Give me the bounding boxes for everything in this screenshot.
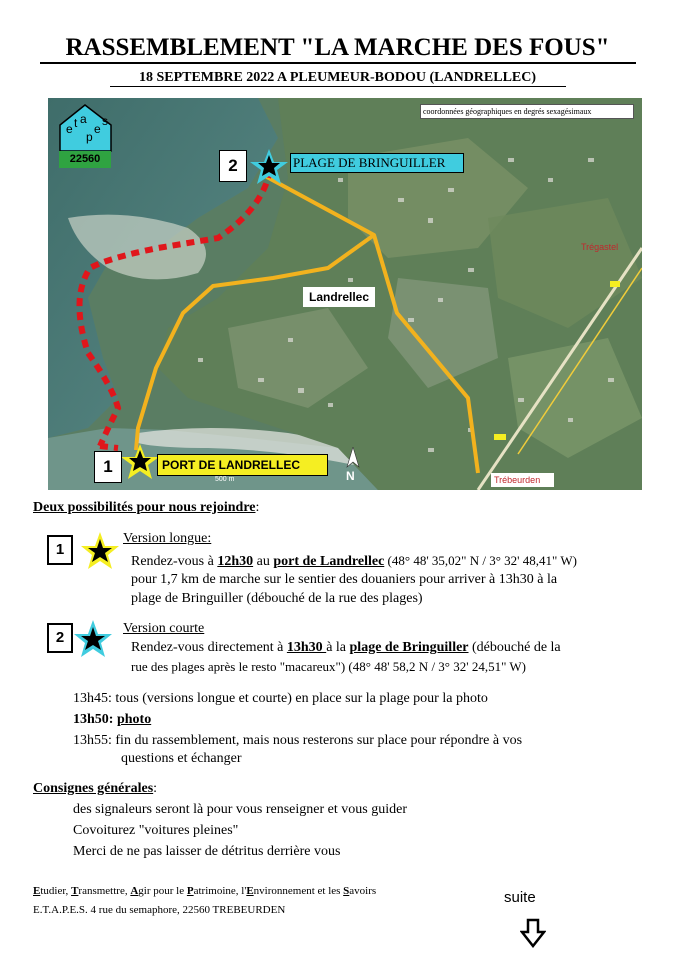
option2-line2: rue des plages après le resto "macareux") (48° 48' 58,2 N / 3° 32' 24,51" W)	[131, 659, 527, 674]
label-tregastel: Trégastel	[581, 242, 619, 252]
compass-north-icon	[346, 447, 360, 469]
option2-title: Version courte	[123, 621, 205, 636]
logo-postcode: 22560	[59, 151, 111, 168]
schedule-row: 13h55: fin du rassemblement, mais nous resterons sur place pour répondre à vos	[73, 733, 523, 748]
svg-text:a: a	[80, 112, 87, 126]
svg-text:t: t	[74, 116, 78, 130]
coords-note: coordonnées géographiques en degrés sexagésimaux	[420, 104, 634, 119]
schedule-row: 13h45: tous (versions longue et courte) en place sur la plage pour la photo	[73, 691, 488, 706]
suite-link[interactable]: suite	[504, 889, 536, 906]
svg-text:s: s	[102, 114, 108, 128]
label-landrellec: Landrellec	[303, 287, 375, 307]
star-icon	[80, 531, 120, 571]
star-icon	[73, 619, 113, 659]
consigne-item: Merci de ne pas laisser de détritus derrière vous	[73, 844, 341, 859]
option1-line3: plage de Bringuiller (débouché de la rue des plages)	[131, 591, 423, 606]
schedule-row: 13h50: photo	[73, 712, 152, 727]
consigne-item: des signaleurs seront là pour vous renseigner et vous guider	[73, 802, 407, 817]
svg-text:e: e	[66, 122, 73, 136]
scale-label: 500 m	[215, 476, 235, 483]
label-trebeurden: Trébeurden	[491, 473, 554, 487]
map-marker-2: 2	[219, 150, 247, 182]
page-subtitle: 18 SEPTEMBRE 2022 A PLEUMEUR-BODOU (LANDRELLEC)	[138, 70, 537, 85]
label-plage-bringuiller: PLAGE DE BRINGUILLER	[290, 153, 464, 173]
footer-motto: Etudier, Transmettre, Agir pour le Patrimoine, l'Environnement et les Savoirs	[33, 885, 377, 897]
north-label: N	[346, 469, 355, 483]
schedule-row-cont: questions et échanger	[121, 751, 242, 766]
option2-number: 2	[47, 623, 73, 653]
section-heading: Deux possibilités pour nous rejoindre:	[33, 500, 260, 515]
option1-line2: pour 1,7 km de marche sur le sentier des douaniers pour arriver à 13h30 à la	[131, 572, 558, 587]
option2-line1: Rendez-vous directement à 13h30 à la plage de Bringuiller (débouché de la	[131, 640, 561, 655]
title-underline	[40, 62, 636, 64]
label-port-landrellec: PORT DE LANDRELLEC	[157, 454, 328, 476]
option1-line1: Rendez-vous à 12h30 au port de Landrellec (48° 48' 35,02" N / 3° 32' 48,41" W)	[131, 553, 577, 569]
option1-title: Version longue:	[123, 531, 212, 546]
footer-address: E.T.A.P.E.S. 4 rue du semaphore, 22560 TREBEURDEN	[33, 904, 286, 916]
arrow-down-icon[interactable]	[520, 918, 546, 948]
map-marker-1: 1	[94, 451, 122, 483]
svg-text:e: e	[94, 122, 101, 136]
svg-text:p: p	[86, 130, 93, 144]
consignes-heading: Consignes générales:	[33, 781, 158, 796]
consigne-item: Covoiturez "voitures pleines"	[73, 823, 239, 838]
subtitle-underline	[110, 86, 566, 87]
page-title: RASSEMBLEMENT "LA MARCHE DES FOUS"	[65, 34, 610, 61]
option1-number: 1	[47, 535, 73, 565]
